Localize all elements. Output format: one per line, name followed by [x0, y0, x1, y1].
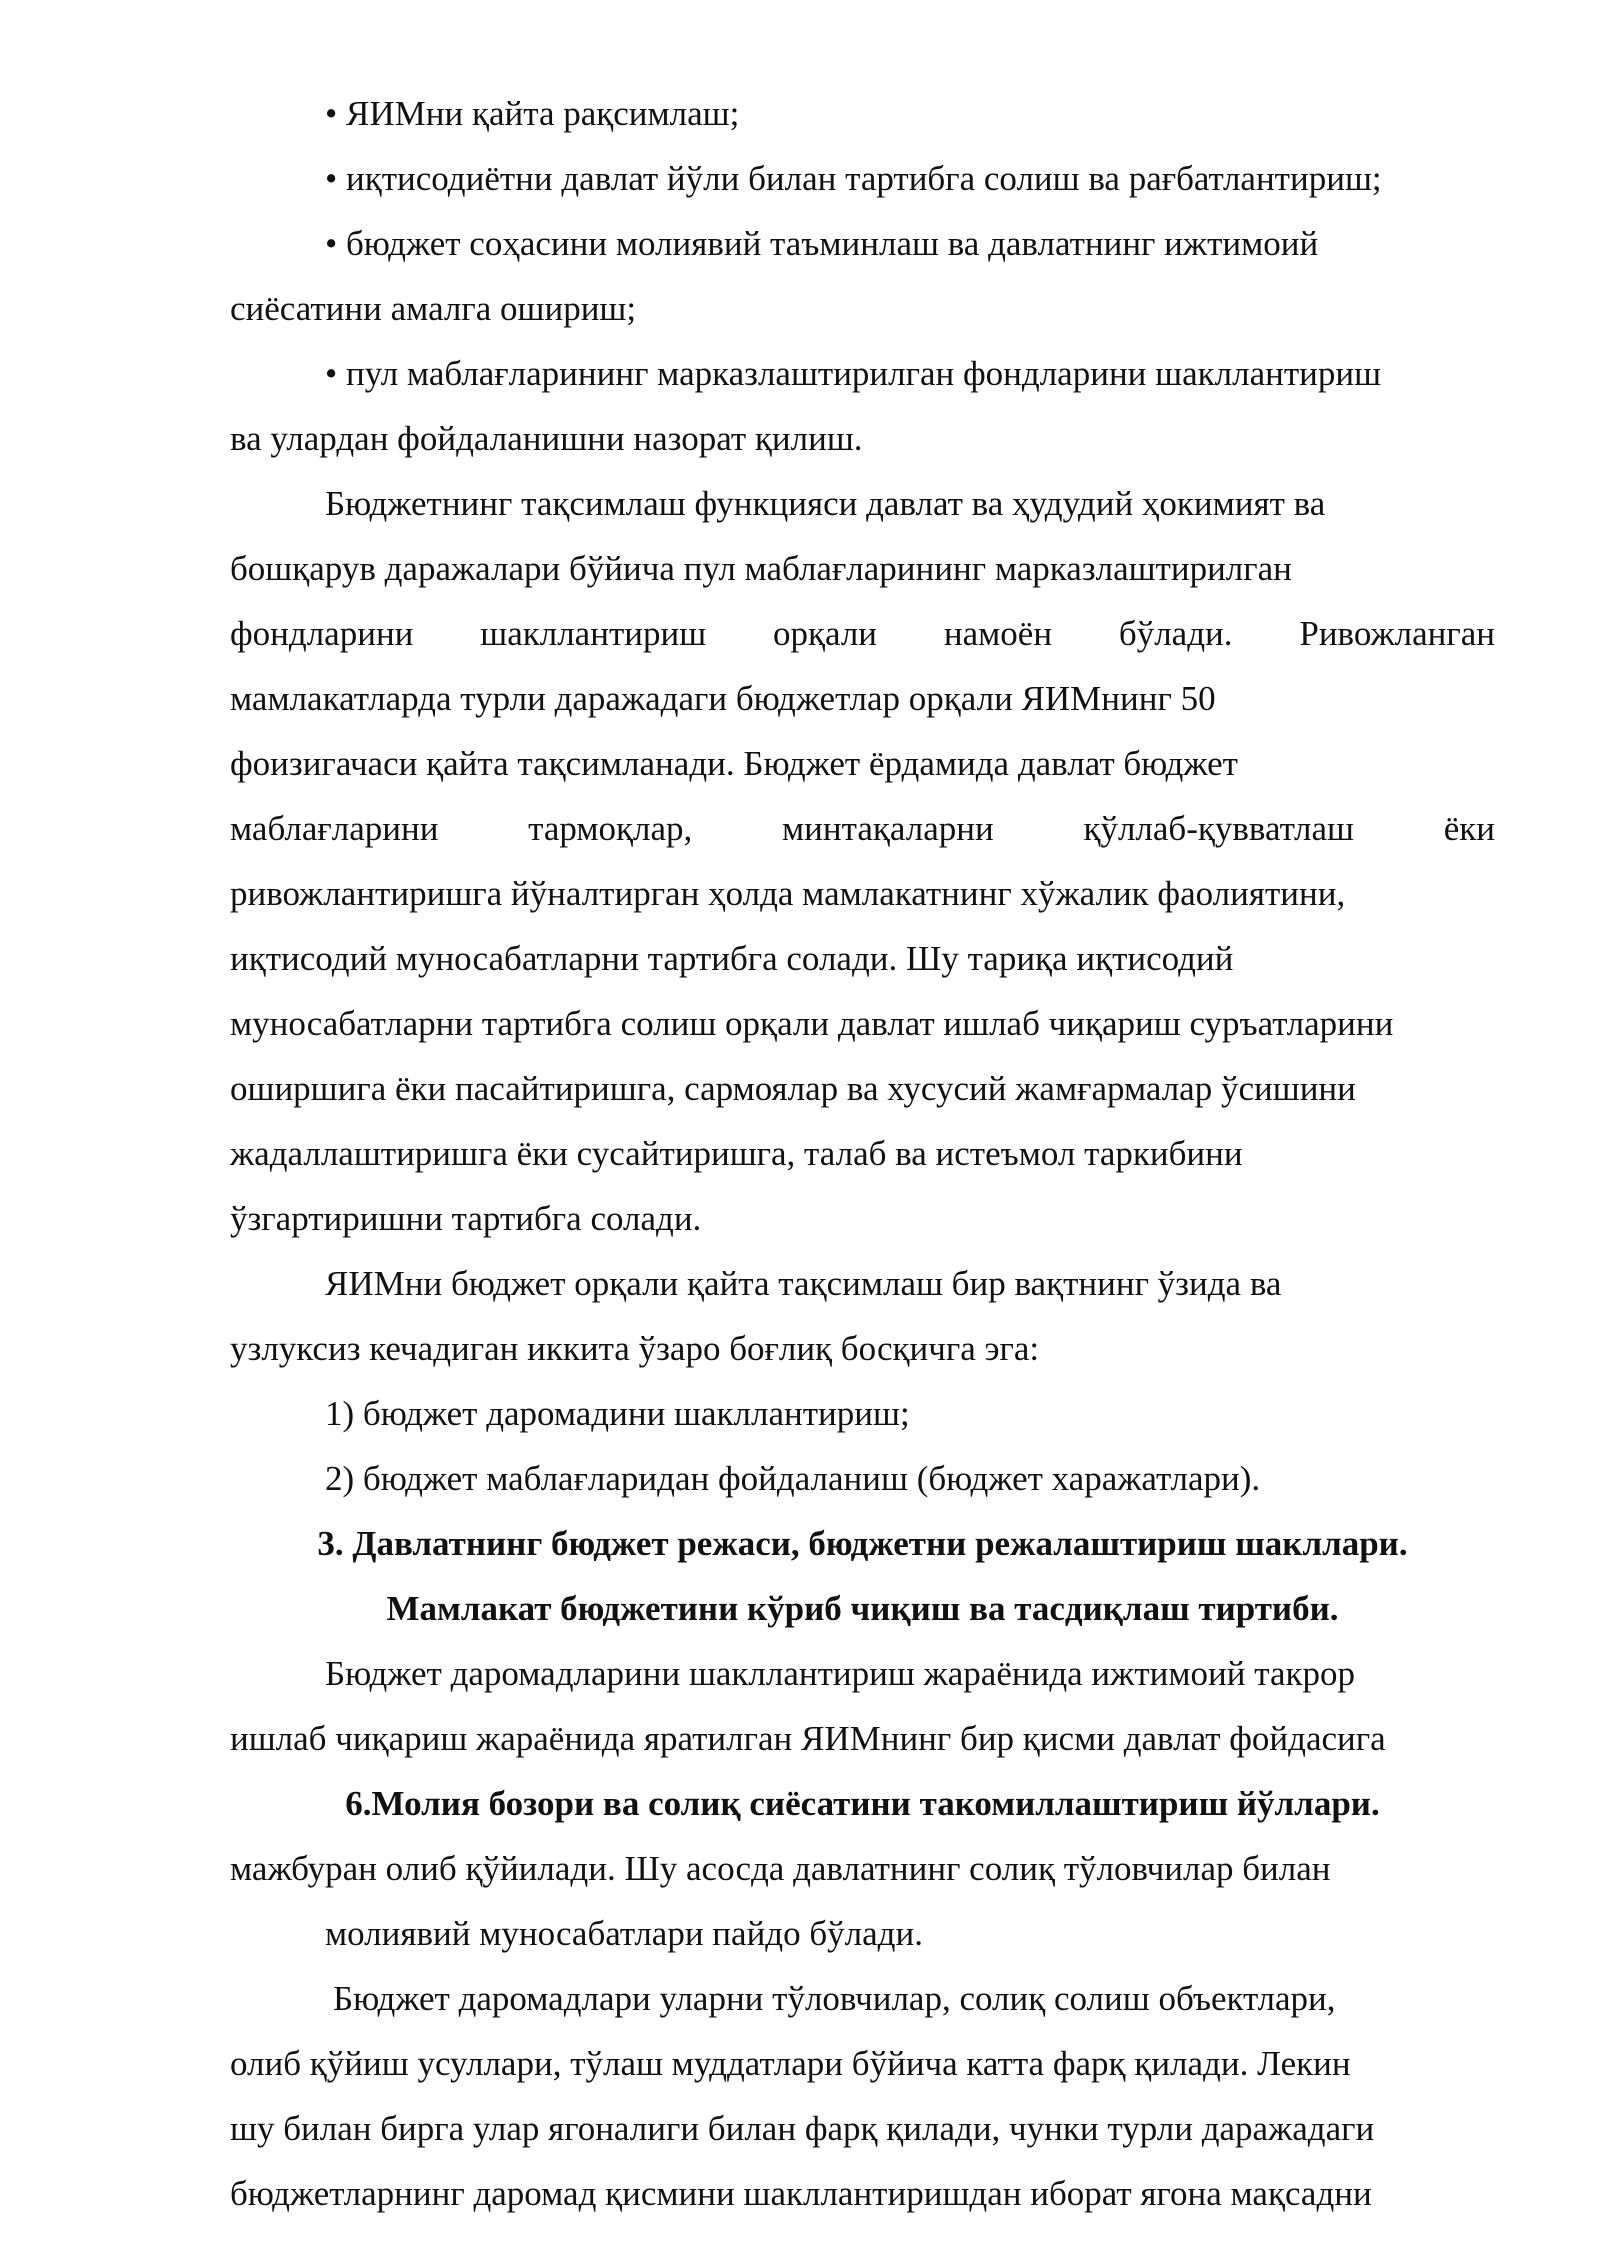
text-line-30: Бюджет даромадлари уларни тўловчилар, солиқ солиш объектлари,: [333, 1979, 1336, 2018]
text-line-2: • иқтисодиётни давлат йўли билан тартибга солиш ва рағбатлантириш;: [325, 159, 1382, 198]
section-heading-6: 6.Молия бозори ва солиқ сиёсатини такомиллаштириш йўллари.: [345, 1784, 1380, 1823]
text-line-14: иқтисодий муносабатларни тартибга солади. Шу тариқа иқтисодий: [230, 939, 1234, 978]
text-line-31: олиб қўйиш усуллари, тўлаш муддатлари бўйича катта фарқ қилади. Лекин: [230, 2044, 1351, 2083]
text-line-18: ўзгартиришни тартибга солади.: [230, 1199, 702, 1238]
list-item-2: 2) бюджет маблағларидан фойдаланиш (бюджет харажатлари).: [325, 1459, 1261, 1498]
text-line-11: фоизигачаси қайта тақсимланади. Бюджет ёрдамида давлат бюджет: [230, 744, 1238, 783]
text-line-9: фондларини шакллантириш орқали намоён бўлади. Ривожланган: [230, 614, 1495, 653]
text-line-16: оширшига ёки пасайтиришга, сармоялар ва хусусий жамғармалар ўсишини: [230, 1069, 1356, 1108]
text-line-33: бюджетларнинг даромад қисмини шакллантиришдан иборат ягона мақсадни: [230, 2174, 1372, 2213]
text-line-4: сиёсатини амалга ошириш;: [230, 289, 637, 328]
text-line-26: ишлаб чиқариш жараёнида яратилган ЯИМнинг бир қисми давлат фойдасига: [230, 1719, 1386, 1758]
text-line-19: ЯИМни бюджет орқали қайта тақсимлаш бир вақтнинг ўзида ва: [325, 1264, 1282, 1303]
text-line-3: • бюджет соҳасини молиявий таъминлаш ва давлатнинг ижтимоий: [325, 224, 1319, 263]
section-heading-3-cont: Мамлакат бюджетини кўриб чиқиш ва тасдиқлаш тиртиби.: [386, 1589, 1339, 1628]
list-item-1: 1) бюджет даромадини шакллантириш;: [325, 1394, 910, 1433]
text-line-17: жадаллаштиришга ёки сусайтиришга, талаб ва истеъмол таркибини: [230, 1134, 1243, 1173]
text-line-32: шу билан бирга улар ягоналиги билан фарқ қилади, чунки турли даражадаги: [230, 2109, 1375, 2148]
text-line-12: маблағларини тармоқлар, минтақаларни қўллаб-қувватлаш ёки: [230, 809, 1495, 848]
text-line-1: • ЯИМни қайта рақсимлаш;: [325, 94, 740, 133]
text-line-29: молиявий муносабатлари пайдо бўлади.: [325, 1914, 923, 1953]
text-line-5: • пул маблағларининг марказлаштирилган фондларини шакллантириш: [325, 354, 1382, 393]
text-line-25: Бюджет даромадларини шакллантириш жараёнида ижтимоий такрор: [325, 1654, 1355, 1693]
text-line-20: узлуксиз кечадиган иккита ўзаро боғлиқ босқичга эга:: [230, 1329, 1040, 1368]
section-heading-3: 3. Давлатнинг бюджет режаси, бюджетни режалаштириш шакллари.: [317, 1524, 1408, 1563]
text-line-10: мамлакатларда турли даражадаги бюджетлар орқали ЯИМнинг 50: [230, 679, 1216, 718]
text-line-15: муносабатларни тартибга солиш орқали давлат ишлаб чиқариш суръатларини: [230, 1004, 1394, 1043]
text-line-6: ва улардан фойдаланишни назорат қилиш.: [230, 419, 863, 458]
text-line-8: бошқарув даражалари бўйича пул маблағларининг марказлаштирилган: [230, 549, 1292, 588]
text-line-28: мажбуран олиб қўйилади. Шу асосда давлатнинг солиқ тўловчилар билан: [230, 1849, 1331, 1888]
text-line-13: ривожлантиришга йўналтирган ҳолда мамлакатнинг хўжалик фаолиятини,: [230, 874, 1346, 913]
text-line-7: Бюджетнинг тақсимлаш функцияси давлат ва ҳудудий ҳокимият ва: [325, 484, 1326, 523]
